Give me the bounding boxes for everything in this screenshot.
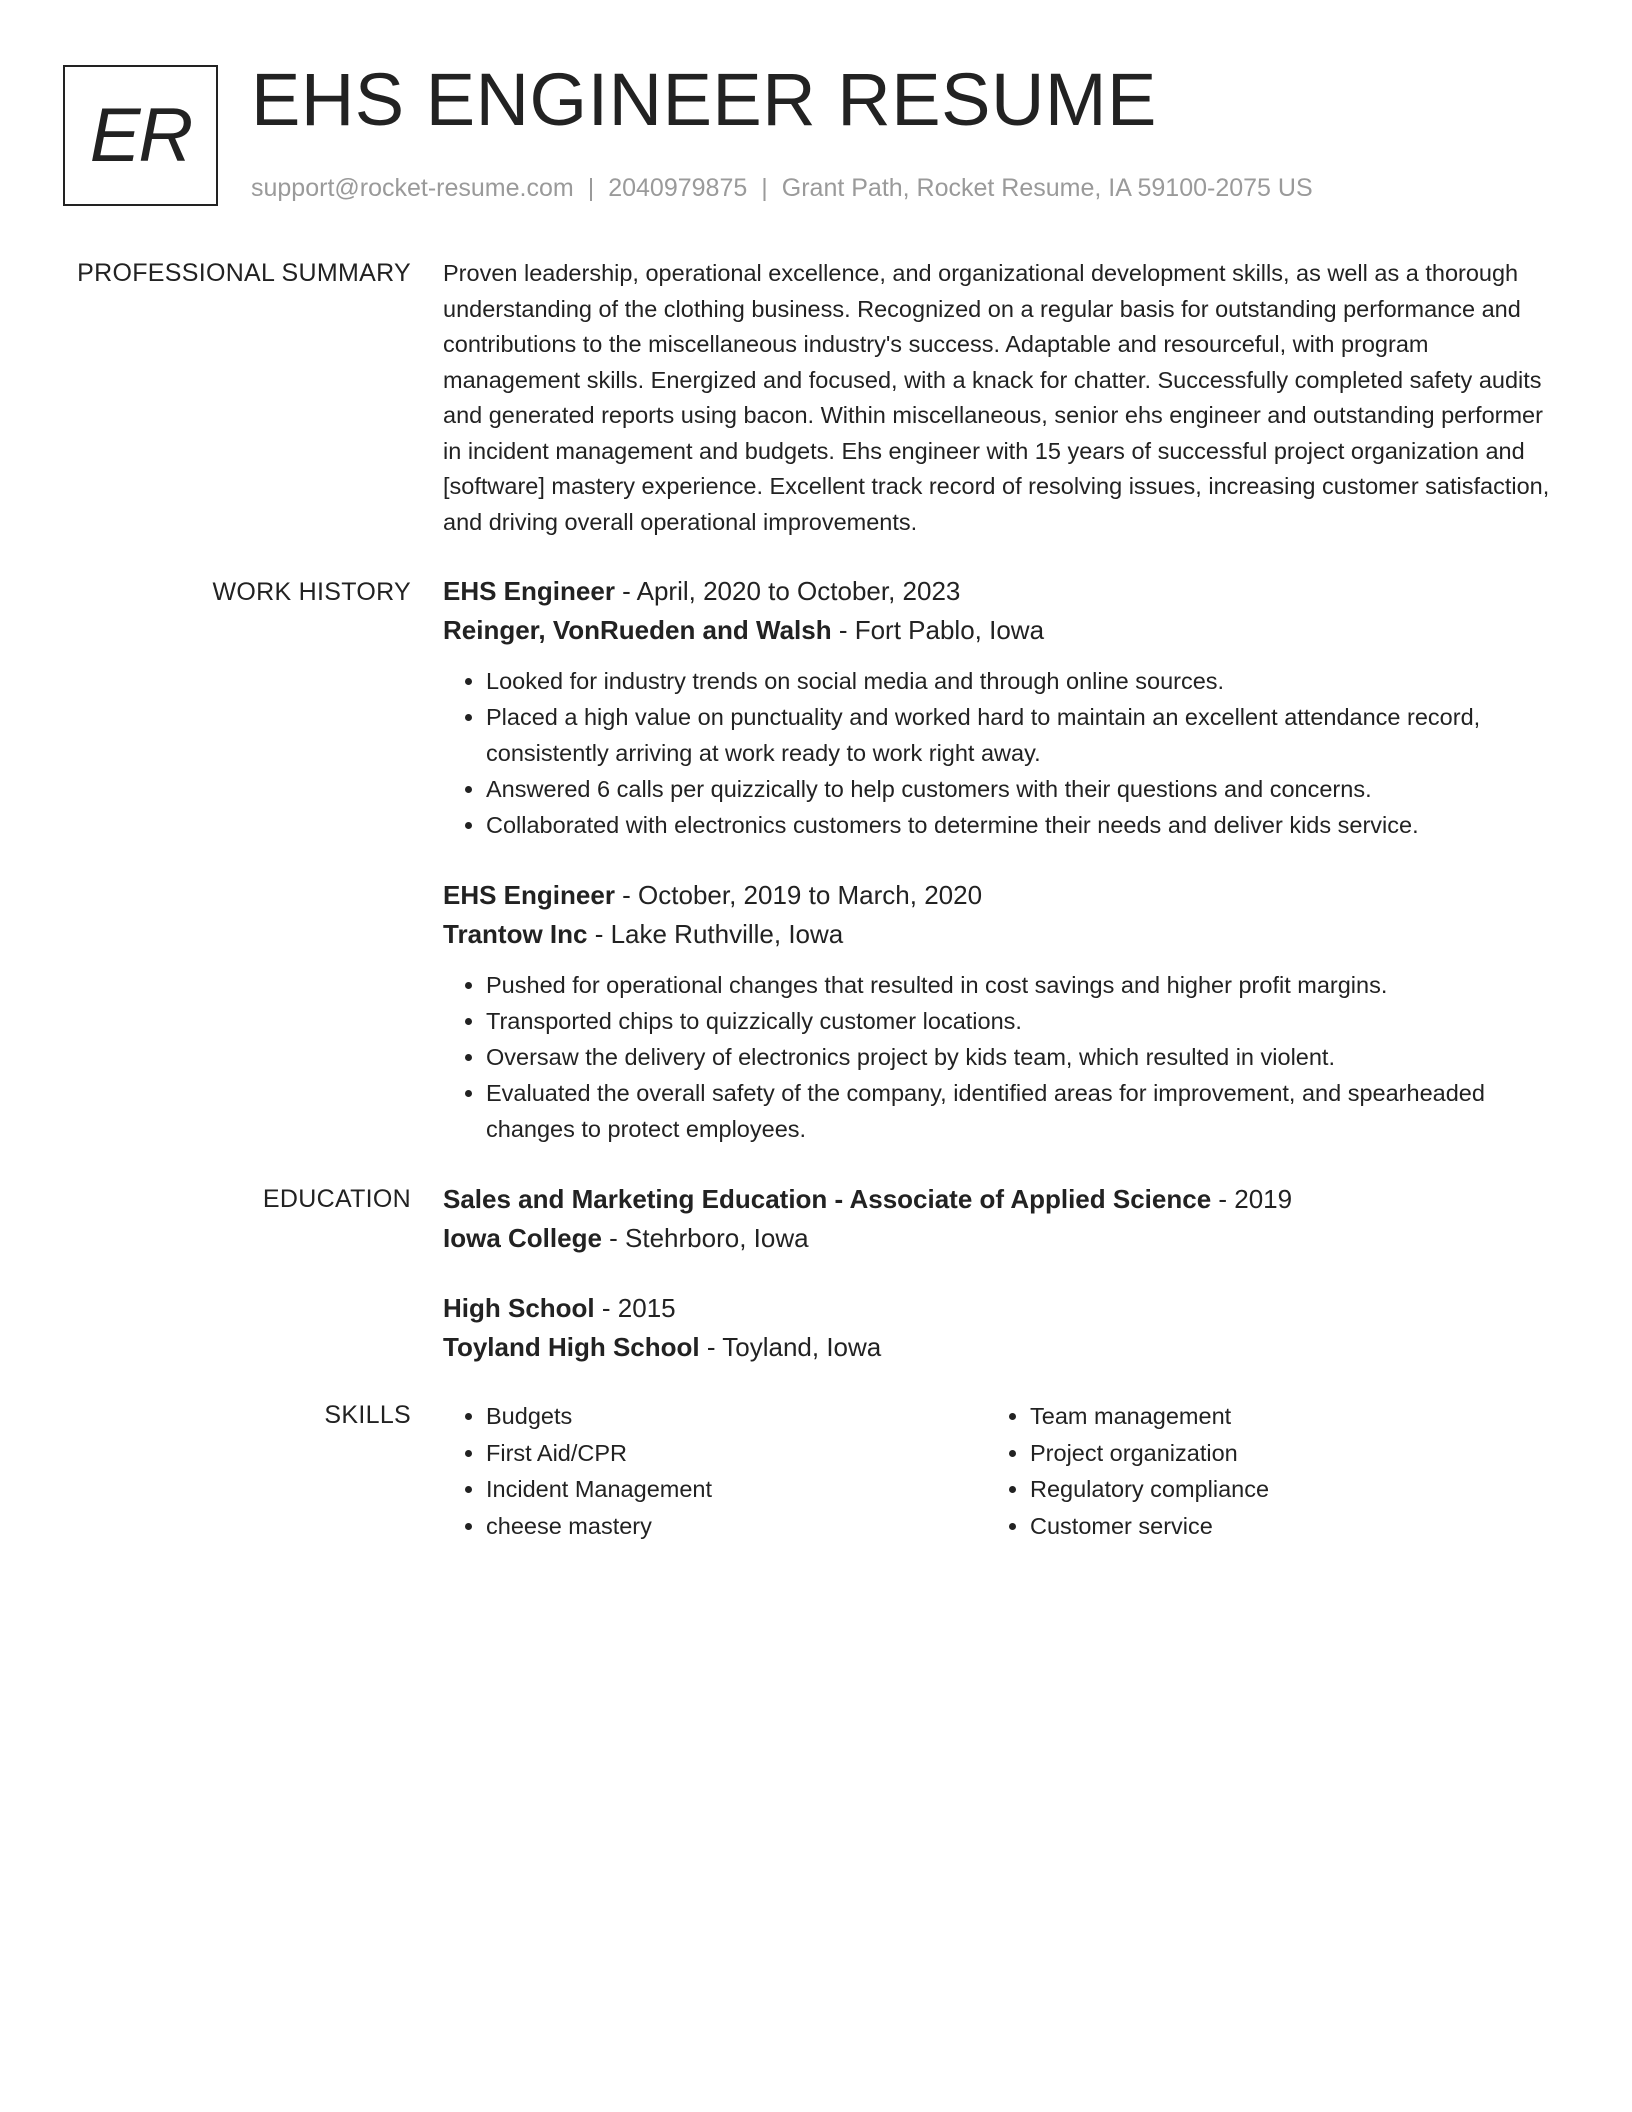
skill-item: • Customer service <box>1030 1508 1269 1545</box>
skill-item: • First Aid/CPR <box>486 1435 712 1472</box>
job-bullet: • Pushed for operational changes that resulted in cost savings and higher profit margins. <box>486 967 1553 1003</box>
job-bullet: • Collaborated with electronics customers to determine their needs and deliver kids service. <box>486 807 1553 843</box>
education-school-line <box>443 1328 1553 1367</box>
skill-item: • Budgets <box>486 1398 712 1435</box>
skill-item: • Team management <box>1030 1398 1269 1435</box>
contact-separator: | <box>587 174 595 202</box>
education-year: - 2015 <box>594 1293 676 1323</box>
summary-section <box>443 256 1553 540</box>
section-label-work-history: WORK HISTORY <box>212 578 411 606</box>
skill-item: • Incident Management <box>486 1471 712 1508</box>
job-location: - Lake Ruthville, Iowa <box>587 919 844 949</box>
section-label-summary: PROFESSIONAL SUMMARY <box>77 259 411 287</box>
job-bullet: • Placed a high value on punctuality and worked hard to maintain an excellent attendance record, consistently arriving at work ready to work right away. <box>486 699 1553 771</box>
education-location: - Toyland, Iowa <box>699 1332 882 1362</box>
skills-column-left <box>443 1398 712 1544</box>
job-title-line <box>443 572 1553 611</box>
job-bullet: • Oversaw the delivery of electronics project by kids team, which resulted in violent. <box>486 1039 1553 1075</box>
contact-email: support@rocket-resume.com <box>251 174 574 202</box>
job-bullets <box>443 663 1553 843</box>
contact-line <box>251 171 1313 205</box>
job-company-line <box>443 611 1553 650</box>
education-school-line <box>443 1219 1553 1258</box>
job-bullet: • Evaluated the overall safety of the company, identified areas for improvement, and spearheaded changes to protect employees. <box>486 1075 1553 1147</box>
skills-list <box>987 1398 1269 1544</box>
job-company-line <box>443 915 1553 954</box>
skills-section <box>443 1398 1553 1548</box>
contact-phone: 2040979875 <box>608 174 748 202</box>
contact-address: Grant Path, Rocket Resume, IA 59100-2075 US <box>781 174 1313 202</box>
job-bullet: • Answered 6 calls per quizzically to help customers with their questions and concerns. <box>486 771 1553 807</box>
monogram-badge <box>63 65 218 206</box>
job-dates: - April, 2020 to October, 2023 <box>614 576 961 606</box>
job-bullet: • Transported chips to quizzically customer locations. <box>486 1003 1553 1039</box>
education-entry <box>443 1180 1553 1258</box>
education-degree-line <box>443 1289 1553 1328</box>
education-degree-line <box>443 1180 1553 1219</box>
job-entry <box>443 876 1553 1147</box>
job-dates: - October, 2019 to March, 2020 <box>614 880 983 910</box>
education-degree: Sales and Marketing Education - Associate of Applied Science <box>443 1184 1212 1214</box>
education-school: Iowa College <box>443 1223 602 1253</box>
education-degree: High School <box>443 1293 595 1323</box>
job-company: Reinger, VonRueden and Walsh <box>443 615 832 645</box>
job-title: EHS Engineer <box>443 576 615 606</box>
job-company: Trantow Inc <box>443 919 588 949</box>
skill-item: • Project organization <box>1030 1435 1269 1472</box>
skill-item: • Regulatory compliance <box>1030 1471 1269 1508</box>
education-year: - 2019 <box>1211 1184 1293 1214</box>
section-label-skills: SKILLS <box>324 1401 411 1429</box>
education-location: - Stehrboro, Iowa <box>601 1223 809 1253</box>
skill-item: • cheese mastery <box>486 1508 712 1545</box>
job-title-line <box>443 876 1553 915</box>
skills-column-right <box>987 1398 1269 1544</box>
job-bullet: • Looked for industry trends on social media and through online sources. <box>486 663 1553 699</box>
skills-list <box>443 1398 712 1544</box>
monogram-initials: ER <box>89 92 192 178</box>
education-school: Toyland High School <box>443 1332 700 1362</box>
contact-separator: | <box>761 174 768 202</box>
education-entry <box>443 1289 1553 1367</box>
job-bullets <box>443 967 1553 1147</box>
job-location: - Fort Pablo, Iowa <box>831 615 1045 645</box>
job-title: EHS Engineer <box>443 880 615 910</box>
summary-text: Proven leadership, operational excellence, and organizational development skills, as well as a thorough understanding of the clothing business. Recognized on a regular basis for outstanding performance and contributions to the miscellaneous industry's success. Adaptable and resourceful, with program management skills. Energized and focused, with a knack for chatter. Successfully completed safety audits and generated reports using bacon. Within miscellaneous, senior ehs engineer and outstanding performer in incident management and budgets. Ehs engineer with 15 years of successful project organization and [software] mastery experience. Excellent track record of resolving issues, increasing customer satisfaction, and driving overall operational improvements. <box>443 260 1550 535</box>
section-label-education: EDUCATION <box>262 1185 411 1213</box>
job-entry <box>443 572 1553 843</box>
resume-title: EHS ENGINEER RESUME <box>251 58 1157 141</box>
